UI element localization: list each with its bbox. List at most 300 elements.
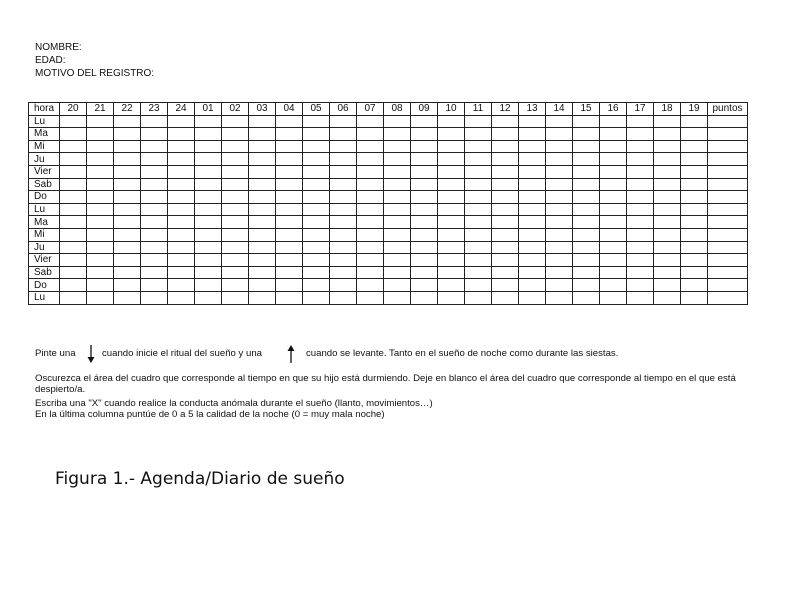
hour-cell[interactable]	[573, 203, 600, 216]
hour-cell[interactable]	[276, 153, 303, 166]
hour-cell[interactable]	[411, 153, 438, 166]
hour-cell[interactable]	[222, 140, 249, 153]
hour-cell[interactable]	[654, 115, 681, 128]
hour-cell[interactable]	[141, 165, 168, 178]
hour-cell[interactable]	[222, 216, 249, 229]
hour-cell[interactable]	[303, 203, 330, 216]
hour-cell[interactable]	[330, 203, 357, 216]
hour-cell[interactable]	[573, 216, 600, 229]
hour-cell[interactable]	[141, 115, 168, 128]
hour-cell[interactable]	[114, 266, 141, 279]
hour-cell[interactable]	[303, 241, 330, 254]
hour-cell[interactable]	[681, 140, 708, 153]
hour-cell[interactable]	[249, 115, 276, 128]
hour-cell[interactable]	[654, 291, 681, 304]
hour-cell[interactable]	[654, 191, 681, 204]
hour-cell[interactable]	[168, 191, 195, 204]
hour-cell[interactable]	[654, 241, 681, 254]
hour-cell[interactable]	[195, 228, 222, 241]
hour-cell[interactable]	[141, 241, 168, 254]
hour-cell[interactable]	[168, 254, 195, 267]
hour-cell[interactable]	[303, 228, 330, 241]
hour-cell[interactable]	[438, 140, 465, 153]
hour-cell[interactable]	[465, 115, 492, 128]
hour-cell[interactable]	[60, 291, 87, 304]
hour-cell[interactable]	[114, 291, 141, 304]
hour-cell[interactable]	[60, 254, 87, 267]
hour-cell[interactable]	[87, 128, 114, 141]
hour-cell[interactable]	[87, 216, 114, 229]
hour-cell[interactable]	[114, 191, 141, 204]
hour-cell[interactable]	[222, 241, 249, 254]
hour-cell[interactable]	[249, 191, 276, 204]
hour-cell[interactable]	[249, 254, 276, 267]
points-cell[interactable]	[708, 279, 748, 292]
hour-cell[interactable]	[438, 266, 465, 279]
hour-cell[interactable]	[357, 291, 384, 304]
hour-cell[interactable]	[519, 279, 546, 292]
hour-cell[interactable]	[60, 153, 87, 166]
hour-cell[interactable]	[519, 241, 546, 254]
hour-cell[interactable]	[357, 216, 384, 229]
hour-cell[interactable]	[627, 228, 654, 241]
hour-cell[interactable]	[357, 191, 384, 204]
hour-cell[interactable]	[492, 228, 519, 241]
hour-cell[interactable]	[330, 216, 357, 229]
hour-cell[interactable]	[384, 228, 411, 241]
hour-cell[interactable]	[60, 140, 87, 153]
hour-cell[interactable]	[465, 216, 492, 229]
points-cell[interactable]	[708, 178, 748, 191]
hour-cell[interactable]	[465, 291, 492, 304]
hour-cell[interactable]	[60, 228, 87, 241]
hour-cell[interactable]	[411, 254, 438, 267]
hour-cell[interactable]	[411, 291, 438, 304]
hour-cell[interactable]	[249, 291, 276, 304]
hour-cell[interactable]	[465, 153, 492, 166]
hour-cell[interactable]	[60, 115, 87, 128]
hour-cell[interactable]	[249, 279, 276, 292]
hour-cell[interactable]	[519, 191, 546, 204]
hour-cell[interactable]	[222, 128, 249, 141]
hour-cell[interactable]	[141, 153, 168, 166]
points-cell[interactable]	[708, 191, 748, 204]
hour-cell[interactable]	[438, 115, 465, 128]
hour-cell[interactable]	[303, 128, 330, 141]
hour-cell[interactable]	[627, 191, 654, 204]
hour-cell[interactable]	[330, 254, 357, 267]
hour-cell[interactable]	[681, 178, 708, 191]
hour-cell[interactable]	[465, 241, 492, 254]
hour-cell[interactable]	[519, 266, 546, 279]
hour-cell[interactable]	[600, 203, 627, 216]
hour-cell[interactable]	[411, 241, 438, 254]
hour-cell[interactable]	[519, 203, 546, 216]
hour-cell[interactable]	[87, 178, 114, 191]
points-cell[interactable]	[708, 140, 748, 153]
hour-cell[interactable]	[249, 165, 276, 178]
hour-cell[interactable]	[654, 203, 681, 216]
hour-cell[interactable]	[276, 115, 303, 128]
hour-cell[interactable]	[627, 216, 654, 229]
hour-cell[interactable]	[222, 115, 249, 128]
hour-cell[interactable]	[465, 279, 492, 292]
hour-cell[interactable]	[60, 241, 87, 254]
points-cell[interactable]	[708, 291, 748, 304]
hour-cell[interactable]	[681, 165, 708, 178]
hour-cell[interactable]	[465, 191, 492, 204]
hour-cell[interactable]	[492, 191, 519, 204]
hour-cell[interactable]	[168, 115, 195, 128]
hour-cell[interactable]	[600, 128, 627, 141]
hour-cell[interactable]	[87, 203, 114, 216]
hour-cell[interactable]	[195, 254, 222, 267]
hour-cell[interactable]	[222, 228, 249, 241]
hour-cell[interactable]	[87, 140, 114, 153]
hour-cell[interactable]	[87, 291, 114, 304]
hour-cell[interactable]	[546, 279, 573, 292]
hour-cell[interactable]	[600, 266, 627, 279]
hour-cell[interactable]	[195, 153, 222, 166]
hour-cell[interactable]	[222, 165, 249, 178]
hour-cell[interactable]	[276, 191, 303, 204]
hour-cell[interactable]	[384, 241, 411, 254]
hour-cell[interactable]	[330, 279, 357, 292]
hour-cell[interactable]	[303, 279, 330, 292]
hour-cell[interactable]	[492, 140, 519, 153]
hour-cell[interactable]	[276, 140, 303, 153]
hour-cell[interactable]	[141, 228, 168, 241]
hour-cell[interactable]	[681, 191, 708, 204]
hour-cell[interactable]	[303, 291, 330, 304]
hour-cell[interactable]	[384, 153, 411, 166]
hour-cell[interactable]	[492, 178, 519, 191]
hour-cell[interactable]	[141, 216, 168, 229]
hour-cell[interactable]	[627, 140, 654, 153]
hour-cell[interactable]	[303, 191, 330, 204]
hour-cell[interactable]	[573, 115, 600, 128]
hour-cell[interactable]	[627, 254, 654, 267]
hour-cell[interactable]	[249, 153, 276, 166]
hour-cell[interactable]	[492, 153, 519, 166]
hour-cell[interactable]	[465, 140, 492, 153]
hour-cell[interactable]	[600, 241, 627, 254]
hour-cell[interactable]	[573, 228, 600, 241]
hour-cell[interactable]	[546, 266, 573, 279]
hour-cell[interactable]	[114, 216, 141, 229]
hour-cell[interactable]	[600, 115, 627, 128]
hour-cell[interactable]	[87, 191, 114, 204]
hour-cell[interactable]	[519, 254, 546, 267]
hour-cell[interactable]	[384, 254, 411, 267]
hour-cell[interactable]	[141, 178, 168, 191]
hour-cell[interactable]	[519, 128, 546, 141]
hour-cell[interactable]	[249, 178, 276, 191]
points-cell[interactable]	[708, 203, 748, 216]
hour-cell[interactable]	[276, 266, 303, 279]
hour-cell[interactable]	[600, 291, 627, 304]
hour-cell[interactable]	[681, 203, 708, 216]
hour-cell[interactable]	[438, 279, 465, 292]
hour-cell[interactable]	[627, 128, 654, 141]
hour-cell[interactable]	[114, 153, 141, 166]
hour-cell[interactable]	[519, 165, 546, 178]
hour-cell[interactable]	[654, 140, 681, 153]
hour-cell[interactable]	[357, 165, 384, 178]
hour-cell[interactable]	[87, 241, 114, 254]
hour-cell[interactable]	[438, 153, 465, 166]
hour-cell[interactable]	[330, 178, 357, 191]
hour-cell[interactable]	[168, 140, 195, 153]
hour-cell[interactable]	[195, 140, 222, 153]
hour-cell[interactable]	[627, 178, 654, 191]
hour-cell[interactable]	[276, 178, 303, 191]
hour-cell[interactable]	[465, 128, 492, 141]
hour-cell[interactable]	[168, 228, 195, 241]
hour-cell[interactable]	[573, 140, 600, 153]
hour-cell[interactable]	[303, 178, 330, 191]
hour-cell[interactable]	[60, 178, 87, 191]
hour-cell[interactable]	[384, 140, 411, 153]
hour-cell[interactable]	[276, 128, 303, 141]
hour-cell[interactable]	[114, 203, 141, 216]
hour-cell[interactable]	[87, 115, 114, 128]
hour-cell[interactable]	[276, 254, 303, 267]
hour-cell[interactable]	[627, 241, 654, 254]
hour-cell[interactable]	[357, 128, 384, 141]
hour-cell[interactable]	[249, 266, 276, 279]
hour-cell[interactable]	[654, 178, 681, 191]
hour-cell[interactable]	[546, 140, 573, 153]
hour-cell[interactable]	[60, 128, 87, 141]
hour-cell[interactable]	[681, 115, 708, 128]
hour-cell[interactable]	[654, 216, 681, 229]
hour-cell[interactable]	[438, 203, 465, 216]
hour-cell[interactable]	[87, 266, 114, 279]
hour-cell[interactable]	[114, 115, 141, 128]
hour-cell[interactable]	[114, 241, 141, 254]
hour-cell[interactable]	[438, 165, 465, 178]
points-cell[interactable]	[708, 266, 748, 279]
points-cell[interactable]	[708, 228, 748, 241]
hour-cell[interactable]	[249, 241, 276, 254]
hour-cell[interactable]	[357, 153, 384, 166]
hour-cell[interactable]	[411, 203, 438, 216]
hour-cell[interactable]	[627, 165, 654, 178]
hour-cell[interactable]	[276, 241, 303, 254]
hour-cell[interactable]	[600, 228, 627, 241]
hour-cell[interactable]	[411, 128, 438, 141]
hour-cell[interactable]	[87, 254, 114, 267]
hour-cell[interactable]	[546, 115, 573, 128]
hour-cell[interactable]	[87, 153, 114, 166]
hour-cell[interactable]	[357, 254, 384, 267]
hour-cell[interactable]	[681, 216, 708, 229]
hour-cell[interactable]	[627, 279, 654, 292]
hour-cell[interactable]	[681, 241, 708, 254]
hour-cell[interactable]	[600, 153, 627, 166]
hour-cell[interactable]	[357, 241, 384, 254]
hour-cell[interactable]	[195, 216, 222, 229]
points-cell[interactable]	[708, 128, 748, 141]
hour-cell[interactable]	[465, 178, 492, 191]
hour-cell[interactable]	[357, 140, 384, 153]
hour-cell[interactable]	[546, 153, 573, 166]
hour-cell[interactable]	[168, 216, 195, 229]
points-cell[interactable]	[708, 115, 748, 128]
hour-cell[interactable]	[141, 279, 168, 292]
hour-cell[interactable]	[141, 203, 168, 216]
hour-cell[interactable]	[195, 241, 222, 254]
hour-cell[interactable]	[681, 228, 708, 241]
hour-cell[interactable]	[384, 291, 411, 304]
hour-cell[interactable]	[114, 178, 141, 191]
points-cell[interactable]	[708, 241, 748, 254]
hour-cell[interactable]	[141, 254, 168, 267]
hour-cell[interactable]	[303, 216, 330, 229]
hour-cell[interactable]	[465, 203, 492, 216]
hour-cell[interactable]	[276, 203, 303, 216]
hour-cell[interactable]	[276, 228, 303, 241]
hour-cell[interactable]	[330, 153, 357, 166]
hour-cell[interactable]	[168, 279, 195, 292]
hour-cell[interactable]	[330, 115, 357, 128]
hour-cell[interactable]	[384, 165, 411, 178]
hour-cell[interactable]	[330, 191, 357, 204]
hour-cell[interactable]	[492, 279, 519, 292]
hour-cell[interactable]	[573, 241, 600, 254]
hour-cell[interactable]	[330, 266, 357, 279]
hour-cell[interactable]	[249, 203, 276, 216]
hour-cell[interactable]	[357, 279, 384, 292]
hour-cell[interactable]	[249, 140, 276, 153]
hour-cell[interactable]	[681, 279, 708, 292]
hour-cell[interactable]	[60, 203, 87, 216]
hour-cell[interactable]	[438, 254, 465, 267]
hour-cell[interactable]	[519, 291, 546, 304]
hour-cell[interactable]	[195, 165, 222, 178]
hour-cell[interactable]	[600, 191, 627, 204]
hour-cell[interactable]	[546, 191, 573, 204]
hour-cell[interactable]	[357, 266, 384, 279]
hour-cell[interactable]	[384, 115, 411, 128]
hour-cell[interactable]	[600, 165, 627, 178]
hour-cell[interactable]	[357, 228, 384, 241]
hour-cell[interactable]	[681, 254, 708, 267]
hour-cell[interactable]	[681, 291, 708, 304]
hour-cell[interactable]	[438, 128, 465, 141]
hour-cell[interactable]	[276, 165, 303, 178]
hour-cell[interactable]	[492, 291, 519, 304]
hour-cell[interactable]	[654, 228, 681, 241]
hour-cell[interactable]	[141, 291, 168, 304]
hour-cell[interactable]	[519, 216, 546, 229]
hour-cell[interactable]	[87, 228, 114, 241]
hour-cell[interactable]	[141, 128, 168, 141]
hour-cell[interactable]	[627, 115, 654, 128]
hour-cell[interactable]	[384, 178, 411, 191]
hour-cell[interactable]	[438, 178, 465, 191]
hour-cell[interactable]	[60, 165, 87, 178]
hour-cell[interactable]	[384, 216, 411, 229]
hour-cell[interactable]	[654, 266, 681, 279]
points-cell[interactable]	[708, 165, 748, 178]
hour-cell[interactable]	[681, 153, 708, 166]
hour-cell[interactable]	[492, 216, 519, 229]
hour-cell[interactable]	[465, 266, 492, 279]
hour-cell[interactable]	[249, 228, 276, 241]
hour-cell[interactable]	[114, 279, 141, 292]
hour-cell[interactable]	[276, 291, 303, 304]
hour-cell[interactable]	[222, 191, 249, 204]
hour-cell[interactable]	[573, 279, 600, 292]
hour-cell[interactable]	[573, 291, 600, 304]
hour-cell[interactable]	[573, 266, 600, 279]
hour-cell[interactable]	[168, 165, 195, 178]
hour-cell[interactable]	[222, 266, 249, 279]
hour-cell[interactable]	[60, 191, 87, 204]
hour-cell[interactable]	[492, 115, 519, 128]
hour-cell[interactable]	[303, 115, 330, 128]
hour-cell[interactable]	[411, 178, 438, 191]
hour-cell[interactable]	[681, 266, 708, 279]
hour-cell[interactable]	[114, 228, 141, 241]
hour-cell[interactable]	[573, 191, 600, 204]
points-cell[interactable]	[708, 254, 748, 267]
hour-cell[interactable]	[546, 165, 573, 178]
hour-cell[interactable]	[357, 203, 384, 216]
hour-cell[interactable]	[114, 165, 141, 178]
hour-cell[interactable]	[573, 165, 600, 178]
hour-cell[interactable]	[195, 115, 222, 128]
hour-cell[interactable]	[222, 153, 249, 166]
hour-cell[interactable]	[654, 128, 681, 141]
hour-cell[interactable]	[114, 128, 141, 141]
hour-cell[interactable]	[222, 279, 249, 292]
hour-cell[interactable]	[357, 178, 384, 191]
hour-cell[interactable]	[411, 115, 438, 128]
hour-cell[interactable]	[168, 153, 195, 166]
hour-cell[interactable]	[168, 203, 195, 216]
hour-cell[interactable]	[141, 191, 168, 204]
hour-cell[interactable]	[303, 140, 330, 153]
hour-cell[interactable]	[303, 254, 330, 267]
hour-cell[interactable]	[519, 228, 546, 241]
hour-cell[interactable]	[519, 140, 546, 153]
hour-cell[interactable]	[384, 203, 411, 216]
hour-cell[interactable]	[654, 153, 681, 166]
hour-cell[interactable]	[330, 165, 357, 178]
hour-cell[interactable]	[465, 165, 492, 178]
hour-cell[interactable]	[87, 165, 114, 178]
hour-cell[interactable]	[519, 153, 546, 166]
hour-cell[interactable]	[141, 140, 168, 153]
hour-cell[interactable]	[303, 165, 330, 178]
hour-cell[interactable]	[600, 216, 627, 229]
hour-cell[interactable]	[546, 228, 573, 241]
hour-cell[interactable]	[60, 279, 87, 292]
hour-cell[interactable]	[168, 291, 195, 304]
hour-cell[interactable]	[330, 291, 357, 304]
hour-cell[interactable]	[492, 128, 519, 141]
hour-cell[interactable]	[546, 178, 573, 191]
hour-cell[interactable]	[411, 165, 438, 178]
hour-cell[interactable]	[600, 178, 627, 191]
hour-cell[interactable]	[438, 228, 465, 241]
hour-cell[interactable]	[546, 291, 573, 304]
hour-cell[interactable]	[573, 178, 600, 191]
hour-cell[interactable]	[249, 216, 276, 229]
